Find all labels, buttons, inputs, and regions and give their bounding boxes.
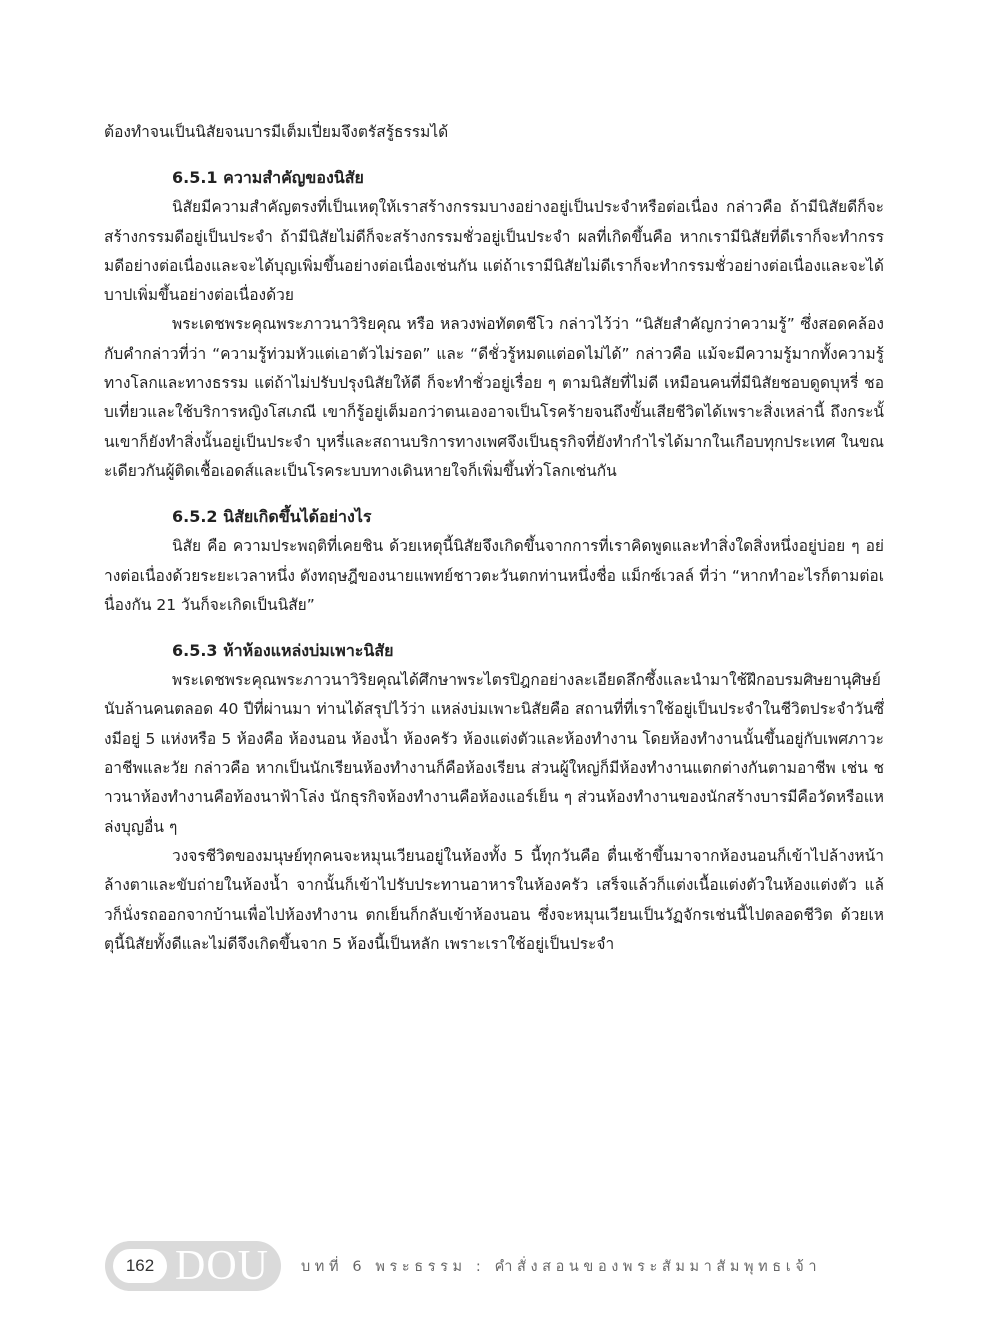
paragraph: นิสัย คือ ความประพฤติที่เคยชิน ด้วยเหตุนี้นิสัยจึงเกิดขึ้นจากการที่เราคิดพูดและทำสิ่งใดสิ่งหนึ่งอยู่บ่อย ๆ อย่างต่อเนื่องด้วยระยะเวลาหนึ่ง ดังทฤษฎีของนายแพทย์ชาวตะวันตกท่านหนึ่งชื่อ แม็กซ์เวลล์ ที่ว่า “หากทำอะไรก็ตามต่อเนื่องกัน 21 วันก็จะเกิดเป็นนิสัย” [104,537,884,614]
page-badge [105,1241,281,1291]
section-heading-6-5-1: 6.5.1 ความสำคัญของนิสัย [172,168,364,188]
chapter-title: บทที่ 6 พระธรรม : คำสั่งสอนของพระสัมมาสัมพุทธเจ้า [301,1258,822,1275]
section-heading-6-5-2: 6.5.2 นิสัยเกิดขึ้นได้อย่างไร [172,507,372,527]
section-heading-6-5-3: 6.5.3 ห้าห้องแหล่งบ่มเพาะนิสัย [172,641,394,661]
page-number: 162 [113,1249,167,1283]
paragraph: นิสัยมีความสำคัญตรงที่เป็นเหตุให้เราสร้างกรรมบางอย่างอยู่เป็นประจำหรือต่อเนื่อง กล่าวคือ ถ้ามีนิสัยดีก็จะสร้างกรรมดีอยู่เป็นประจำ ถ้ามีนิสัยไม่ดีก็จะสร้างกรรมชั่วอยู่เป็นประจำ ผลที่เกิดขึ้นคือ หากเรามีนิสัยที่ดีเราก็จะทำกรรมดีอย่างต่อเนื่องและจะได้บุญเพิ่มขึ้นอย่างต่อเนื่องเช่นกัน แต่ถ้าเรามีนิสัยไม่ดีเราก็จะทำกรรมชั่วอย่างต่อเนื่องและจะได้บาปเพิ่มขึ้นอย่างต่อเนื่องด้วย [104,198,884,305]
paragraph: วงจรชีวิตของมนุษย์ทุกคนจะหมุนเวียนอยู่ในห้องทั้ง 5 นี้ทุกวันคือ ตื่นเช้าขึ้นมาจากห้องนอนก็เข้าไปล้างหน้าล้างตาและขับถ่ายในห้องน้ำ จากนั้นก็เข้าไปรับประทานอาหารในห้องครัว เสร็จแล้วก็แต่งเนื้อแต่งตัวในห้องแต่งตัว แล้วก็นั่งรถออกจากบ้านเพื่อไปห้องทำงาน ตกเย็นก็กลับเข้าห้องนอน ซึ่งจะหมุนเวียนเป็นวัฏจักรเช่นนี้ไปตลอดชีวิต ด้วยเหตุนี้นิสัยทั้งดีและไม่ดีจึงเกิดขึ้นจาก 5 ห้องนี้เป็นหลัก เพราะเราใช้อยู่เป็นประจำ [104,846,884,953]
intro-line: ต้องทำจนเป็นนิสัยจนบารมีเต็มเปี่ยมจึงตรัสรู้ธรรมได้ [104,123,449,141]
dou-logo: DOU [175,1243,269,1289]
paragraph: พระเดชพระคุณพระภาวนาวิริยคุณได้ศึกษาพระไตรปิฎกอย่างละเอียดลึกซึ้งและนำมาใช้ฝึกอบรมศิษยานุศิษย์นับล้านคนตลอด 40 ปีที่ผ่านมา ท่านได้สรุปไว้ว่า แหล่งบ่มเพาะนิสัยคือ สถานที่ที่เราใช้อยู่เป็นประจำในชีวิตประจำวันซึ่งมีอยู่ 5 แห่งหรือ 5 ห้องคือ ห้องนอน ห้องน้ำ ห้องครัว ห้องแต่งตัวและห้องทำงาน โดยห้องทำงานนั้นขึ้นอยู่กับเพศภาวะอาชีพและวัย กล่าวคือ หากเป็นนักเรียนห้องทำงานก็คือห้องเรียน ส่วนผู้ใหญ่ก็มีห้องทำงานแตกต่างกันตามอาชีพ เช่น ชาวนาห้องทำงานคือท้องนาฟ้าโล่ง นักธุรกิจห้องทำงานคือห้องแอร์เย็น ๆ ส่วนห้องทำงานของนักสร้างบารมีคือวัดหรือแหล่งบุญอื่น ๆ [104,671,884,836]
page-footer [105,1240,895,1292]
paragraph: พระเดชพระคุณพระภาวนาวิริยคุณ หรือ หลวงพ่อทัตตชีโว กล่าวไว้ว่า “นิสัยสำคัญกว่าความรู้” ซึ่งสอดคล้องกับคำกล่าวที่ว่า “ความรู้ท่วมหัวแต่เอาตัวไม่รอด” และ “ดีชั่วรู้หมดแต่อดไม่ได้” กล่าวคือ แม้จะมีความรู้มากทั้งความรู้ทางโลกและทางธรรม แต่ถ้าไม่ปรับปรุงนิสัยให้ดี ก็จะทำชั่วอยู่เรื่อย ๆ ตามนิสัยที่ไม่ดี เหมือนคนที่มีนิสัยชอบดูดบุหรี่ ชอบเที่ยวและใช้บริการหญิงโสเภณี เขาก็รู้อยู่เต็มอกว่าตนเองอาจเป็นโรคร้ายจนถึงขั้นเสียชีวิตได้เพราะสิ่งเหล่านี้ ถึงกระนั้นเขาก็ยังทำสิ่งนั้นอยู่เป็นประจำ บุหรี่และสถานบริการทางเพศจึงเป็นธุรกิจที่ยังทำกำไรได้มากในเกือบทุกประเทศ ในขณะเดียวกันผู้ติดเชื้อเอดส์และเป็นโรคระบบทางเดินหายใจก็เพิ่มขึ้นทั่วโลกเช่นกัน [104,315,884,480]
page-body [104,118,884,959]
